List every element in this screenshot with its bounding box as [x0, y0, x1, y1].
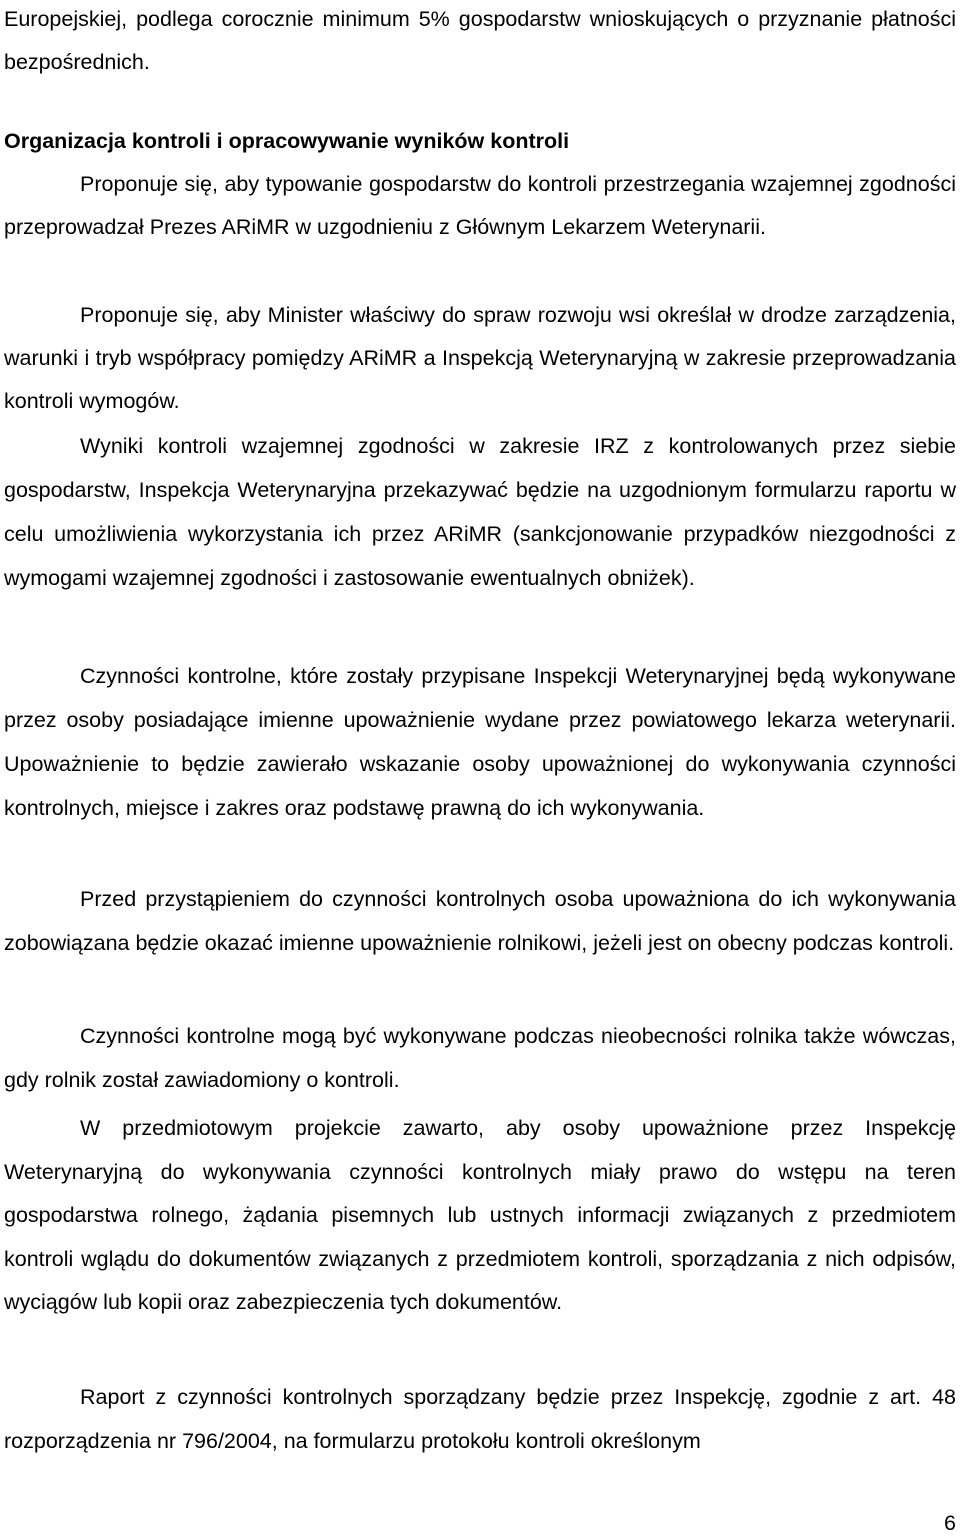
section-heading: Organizacja kontroli i opracowywanie wyników kontroli: [4, 129, 570, 153]
paragraph-7: W przedmiotowym projekcie zawarto, aby osoby upoważnione przez Inspekcję Weterynaryjną do wykonywania czynności kontrolnych miały prawo do wstępu na teren gospodarstwa rolnego, żądania pisemnych lub ustnych informacji związanych z przedmiotem kontroli wglądu do dokumentów związanych z przedmiotem kontroli, sporządzania z nich odpisów, wyciągów lub kopii oraz zabezpieczenia tych dokumentów.: [4, 1116, 956, 1314]
paragraph-2: Proponuje się, aby Minister właściwy do spraw rozwoju wsi określał w drodze zarządzenia, warunki i tryb współpracy pomiędzy ARiMR a Inspekcją Weterynaryjną w zakresie przeprowadzania kontroli wymogów.: [4, 303, 956, 413]
paragraph-8: Raport z czynności kontrolnych sporządzany będzie przez Inspekcję, zgodnie z art. 48 rozporządzenia nr 796/2004, na formularzu protokołu kontroli określonym: [4, 1385, 956, 1453]
paragraph-1: Proponuje się, aby typowanie gospodarstw do kontroli przestrzegania wzajemnej zgodności przeprowadzał Prezes ARiMR w uzgodnieniu z Głównym Lekarzem Weterynarii.: [4, 172, 956, 239]
intro-paragraph: Europejskiej, podlega corocznie minimum 5% gospodarstw wnioskujących o przyznanie płatności bezpośrednich.: [4, 7, 956, 74]
paragraph-4: Czynności kontrolne, które zostały przypisane Inspekcji Weterynaryjnej będą wykonywane przez osoby posiadające imienne upoważnienie wydane przez powiatowego lekarza weterynarii. Upoważnienie to będzie zawierało wskazanie osoby upoważnionej do wykonywania czynności kontrolnych, miejsce i zakres oraz podstawę prawną do ich wykonywania.: [4, 664, 956, 820]
paragraph-5: Przed przystąpieniem do czynności kontrolnych osoba upoważniona do ich wykonywania zobowiązana będzie okazać imienne upoważnienie rolnikowi, jeżeli jest on obecny podczas kontroli.: [4, 887, 956, 955]
paragraph-6: Czynności kontrolne mogą być wykonywane podczas nieobecności rolnika także wówczas, gdy rolnik został zawiadomiony o kontroli.: [4, 1024, 956, 1092]
paragraph-3: Wyniki kontroli wzajemnej zgodności w zakresie IRZ z kontrolowanych przez siebie gospodarstw, Inspekcja Weterynaryjna przekazywać będzie na uzgodnionym formularzu raportu w celu umożliwienia wykorzystania ich przez ARiMR (sankcjonowanie przypadków niezgodności z wymogami wzajemnej zgodności i zastosowanie ewentualnych obniżek).: [4, 434, 956, 590]
page-number: 6: [944, 1511, 956, 1535]
